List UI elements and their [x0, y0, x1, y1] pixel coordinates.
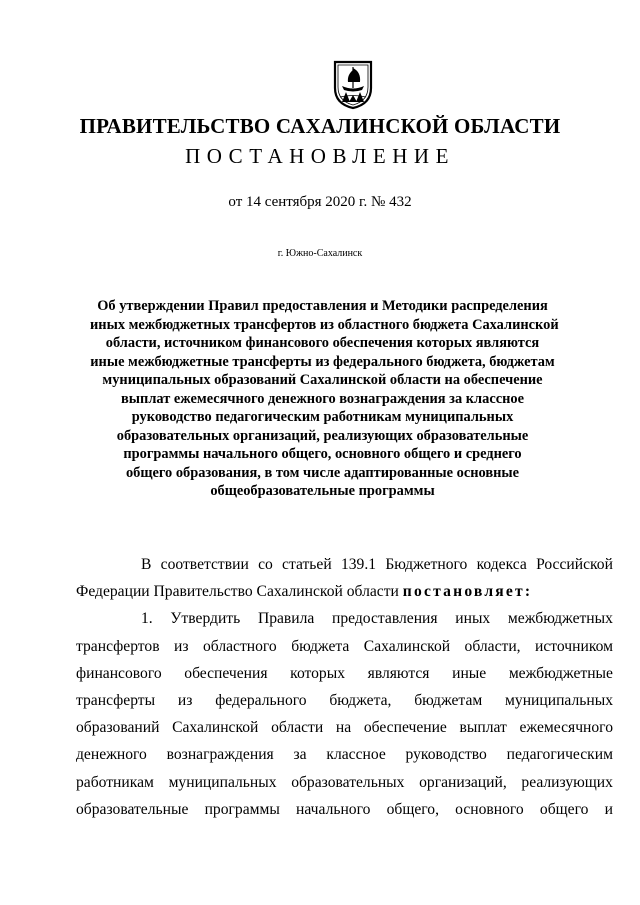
- body-line: [76, 769, 613, 796]
- body-word: начального: [296, 800, 371, 818]
- document-body: [76, 551, 613, 823]
- body-word: Российской: [536, 556, 613, 573]
- body-word: области: [271, 719, 324, 737]
- body-word: В: [141, 556, 152, 573]
- body-word: основного: [455, 800, 524, 818]
- body-word: ежемесячного: [519, 719, 613, 737]
- government-title: ПРАВИТЕЛЬСТВО САХАЛИНСКОЙ ОБЛАСТИ: [79, 114, 561, 138]
- body-word: работникам: [76, 773, 154, 791]
- body-word: статьей: [282, 556, 332, 573]
- body-line: [76, 687, 613, 714]
- body-word: Бюджетного: [385, 556, 468, 573]
- city-name: г. Южно-Сахалинск: [277, 248, 363, 259]
- sakhalin-coat-of-arms-icon: [333, 58, 373, 110]
- body-line: [76, 714, 613, 741]
- body-word: области,: [464, 637, 521, 655]
- body-word: муниципальных: [168, 773, 277, 791]
- subject-line: муниципальных образований Сахалинской области на обеспечение: [102, 372, 543, 388]
- subject-line: иных межбюджетных трансфертов из областного бюджета Сахалинской: [90, 316, 559, 333]
- body-word: соответствии: [160, 556, 249, 573]
- decree-word: постановляет:: [402, 583, 533, 601]
- body-word: финансового: [76, 664, 162, 682]
- body-line-text: Федерации Правительство Сахалинской области: [76, 583, 399, 601]
- body-word: из: [177, 691, 193, 709]
- body-word: Правила: [257, 610, 315, 628]
- subject-line: иные межбюджетные трансферты из федерального бюджета, бюджетам: [90, 353, 555, 370]
- body-line: [76, 633, 613, 660]
- body-word: общего: [539, 800, 589, 818]
- body-line: [141, 551, 613, 578]
- body-word: руководство: [405, 746, 487, 764]
- body-word: денежного: [76, 746, 147, 764]
- body-word: программы: [204, 800, 280, 818]
- subject-line: образовательных организаций, реализующих образовательные: [116, 427, 529, 444]
- body-word: образовательные: [76, 800, 189, 818]
- body-word: иных: [455, 610, 491, 628]
- body-word: трансфертов: [76, 637, 160, 655]
- body-word: являются: [367, 664, 430, 682]
- body-word: на: [335, 719, 352, 737]
- body-line: [76, 660, 613, 687]
- body-word: трансферты: [76, 691, 156, 709]
- body-word: иные: [452, 664, 487, 682]
- subject-line: Об утверждении Правил предоставления и Методики распределения: [97, 298, 548, 314]
- subject-line: программы начального общего, основного общего и среднего: [123, 446, 522, 462]
- body-word: межбюджетные: [508, 664, 613, 682]
- body-word: образований: [76, 719, 160, 737]
- body-word: источником: [535, 637, 613, 655]
- body-word: предоставления: [332, 610, 438, 628]
- body-word: образовательных: [291, 773, 405, 791]
- body-word: муниципальных: [505, 691, 613, 709]
- body-word: Утвердить: [170, 610, 241, 628]
- body-line: [141, 605, 613, 632]
- subject-line: общеобразовательные программы: [210, 483, 435, 499]
- body-word: 139.1: [340, 556, 377, 573]
- body-word: и: [604, 800, 613, 818]
- body-word: со: [258, 556, 273, 573]
- body-word: межбюджетных: [507, 610, 613, 628]
- body-word: кодекса: [476, 556, 527, 573]
- subject-line: общего образования, в том числе адаптированные основные: [125, 464, 520, 481]
- document-type: ПОСТАНОВЛЕНИЕ: [185, 144, 455, 168]
- date-and-number: от 14 сентября 2020 г. № 432: [228, 194, 412, 210]
- document-subject: [90, 297, 559, 501]
- body-word: бюджетам: [414, 691, 483, 709]
- body-line: [76, 741, 613, 768]
- body-word: обеспечения: [184, 664, 268, 682]
- body-word: из: [174, 637, 189, 655]
- body-word: Сахалинской: [172, 719, 259, 737]
- body-word: вознаграждения: [166, 746, 274, 764]
- body-word: общего,: [386, 800, 439, 818]
- body-word: бюджета,: [329, 691, 392, 709]
- body-word: реализующих: [521, 773, 613, 791]
- body-word: 1.: [141, 610, 153, 628]
- body-line: [76, 796, 613, 823]
- body-word: педагогическим: [506, 746, 613, 764]
- subject-line: руководство педагогическим работникам муниципальных: [131, 409, 514, 425]
- body-word: классное: [326, 746, 386, 764]
- body-word: бюджета: [291, 637, 350, 655]
- body-word: организаций,: [419, 773, 507, 791]
- body-word: за: [293, 746, 307, 764]
- body-word: областного: [203, 637, 277, 655]
- body-word: выплат: [459, 719, 507, 737]
- body-word: федерального: [215, 691, 307, 709]
- body-word: Сахалинской: [363, 637, 451, 655]
- subject-line: выплат ежемесячного денежного вознаграждения за классное: [121, 390, 524, 407]
- body-line: [76, 578, 613, 605]
- subject-line: области, источником финансового обеспечения которых являются: [105, 335, 540, 351]
- body-word: обеспечение: [363, 719, 447, 737]
- body-word: которых: [290, 664, 346, 682]
